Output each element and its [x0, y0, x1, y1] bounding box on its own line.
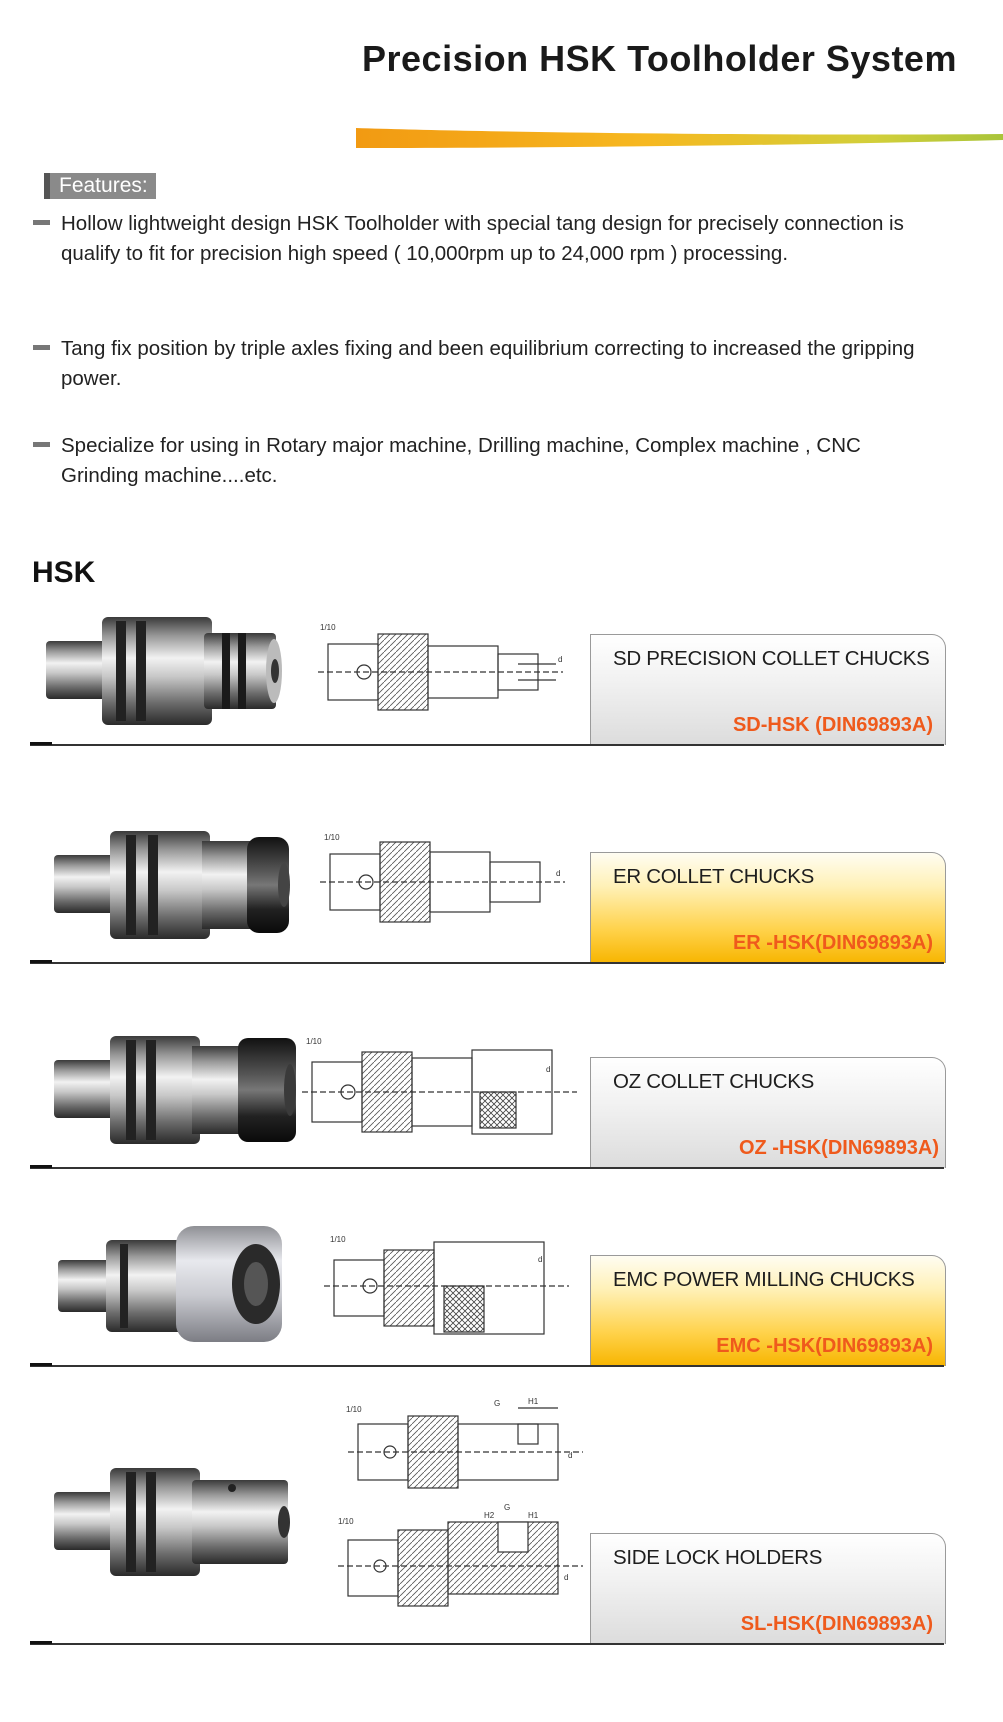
dim-d-label: d	[568, 1451, 573, 1460]
feature-text: Tang fix position by triple axles fixing and been equilibrium correcting to increased the gripping power.	[61, 337, 915, 390]
feature-bullet	[33, 209, 943, 268]
product-card-er	[590, 852, 946, 963]
product-name: ER COLLET CHUCKS	[613, 865, 815, 888]
er-chuck-photo	[52, 825, 292, 945]
row-divider-mark	[30, 1165, 52, 1168]
oz-chuck-drawing	[302, 1032, 582, 1152]
product-name: SD PRECISION COLLET CHUCKS	[613, 647, 930, 670]
sl-holder-photo	[52, 1462, 292, 1582]
row-divider-mark	[30, 1641, 52, 1644]
product-card-sl	[590, 1533, 946, 1644]
drawing-scale-label: 1/10	[330, 1235, 346, 1244]
product-code: EMC -HSK(DIN69893A)	[716, 1335, 933, 1357]
dim-d-label: d	[558, 655, 563, 664]
emc-chuck-photo	[56, 1224, 286, 1344]
product-card-oz	[590, 1057, 946, 1168]
dim-g-label: G	[504, 1503, 511, 1512]
page-title: Precision HSK Toolholder System	[362, 38, 957, 79]
product-card-sd	[590, 634, 946, 745]
sl-holder-drawing-top	[328, 1394, 588, 1504]
bullet-dash-icon	[33, 220, 50, 225]
bullet-dash-icon	[33, 345, 50, 350]
product-name: EMC POWER MILLING CHUCKS	[613, 1268, 915, 1291]
row-divider	[30, 1167, 944, 1169]
row-divider	[30, 1643, 944, 1645]
dim-d-label: d	[546, 1065, 551, 1074]
product-name: OZ COLLET CHUCKS	[613, 1070, 815, 1093]
feature-bullet	[33, 431, 943, 490]
feature-bullet	[33, 334, 943, 393]
sd-chuck-drawing	[318, 616, 568, 726]
dim-d-label: d	[564, 1573, 569, 1582]
decorative-swoosh	[356, 124, 1003, 150]
bullet-dash-icon	[33, 442, 50, 447]
row-divider	[30, 1365, 944, 1367]
sd-chuck-photo	[44, 611, 284, 731]
product-code: ER -HSK(DIN69893A)	[732, 932, 933, 954]
er-chuck-drawing	[320, 822, 570, 942]
dim-h1-label: H1	[528, 1511, 539, 1520]
product-code: SL-HSK(DIN69893A)	[740, 1613, 933, 1635]
row-divider	[30, 962, 944, 964]
product-code: OZ -HSK(DIN69893A)	[738, 1137, 939, 1159]
product-code: SD-HSK (DIN69893A)	[732, 714, 933, 736]
row-divider-mark	[30, 1363, 52, 1366]
dim-g-label: G	[494, 1399, 501, 1408]
dim-d-label: d	[556, 869, 561, 878]
feature-text: Hollow lightweight design HSK Toolholder with special tang design for precisely connection is qualify to fit for precision high speed ( 10,000rpm up to 24,000 rpm ) processing.	[61, 212, 904, 265]
emc-chuck-drawing	[324, 1230, 574, 1350]
product-name: SIDE LOCK HOLDERS	[613, 1546, 823, 1569]
drawing-scale-label: 1/10	[324, 833, 340, 842]
drawing-scale-label: 1/10	[306, 1037, 322, 1046]
oz-chuck-photo	[52, 1030, 302, 1150]
feature-text: Specialize for using in Rotary major machine, Drilling machine, Complex machine , CNC Grinding machine....etc.	[61, 434, 861, 487]
product-card-emc	[590, 1255, 946, 1366]
row-divider	[30, 744, 944, 746]
drawing-scale-label: 1/10	[346, 1405, 362, 1414]
dim-d-label: d	[538, 1255, 543, 1264]
row-divider-mark	[30, 742, 52, 745]
drawing-scale-label: 1/10	[338, 1517, 354, 1526]
drawing-scale-label: 1/10	[320, 623, 336, 632]
features-label: Features:	[44, 173, 156, 199]
sl-holder-drawing-bottom	[328, 1500, 588, 1620]
section-title: HSK	[32, 556, 96, 589]
dim-h1-label: H1	[528, 1397, 539, 1406]
row-divider-mark	[30, 960, 52, 963]
dim-h2-label: H2	[484, 1511, 495, 1520]
